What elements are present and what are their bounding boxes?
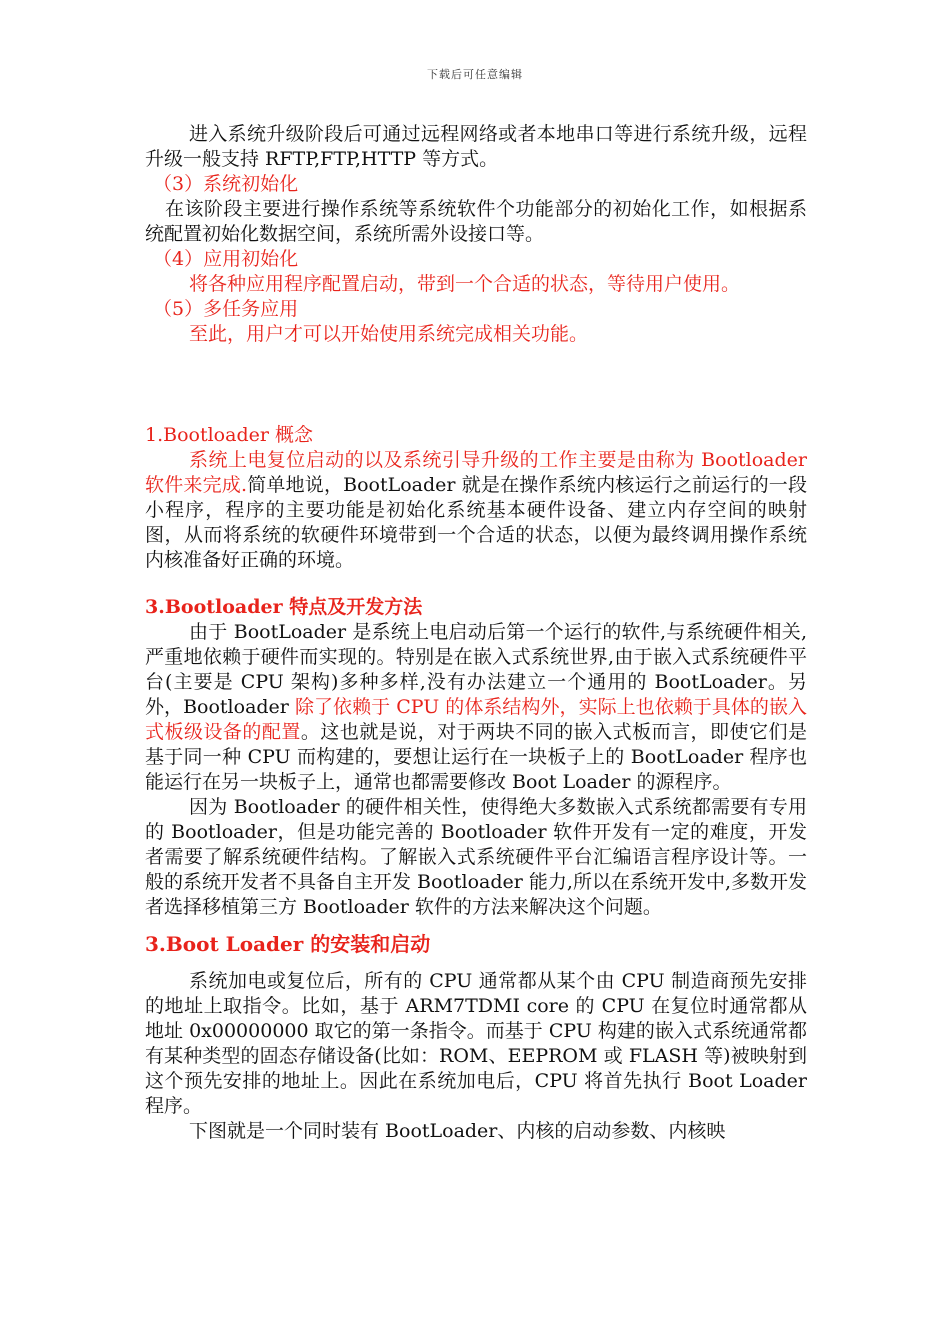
spacer: [145, 920, 807, 932]
paragraph-features-1: [145, 620, 807, 795]
paragraph-multitask: 至此，用户才可以开始使用系统完成相关功能。: [189, 323, 589, 345]
paragraph-upgrade: 进入系统升级阶段后可通过远程网络或者本地串口等进行系统升级，远程升级一般支持 RFTP,FTP,HTTP 等方式。: [145, 123, 807, 170]
paragraph-app-init: 将各种应用程序配置启动，带到一个合适的状态，等待用户使用。: [189, 273, 741, 295]
paragraph-install-2: 下图就是一个同时装有 BootLoader、内核的启动参数、内核映: [189, 1120, 726, 1142]
heading-app-init: （4）应用初始化: [153, 248, 299, 270]
spacer: [145, 957, 807, 969]
page-header: 下载后可任意编辑: [427, 68, 523, 81]
paragraph-install-1: 系统加电或复位后，所有的 CPU 通常都从某个由 CPU 制造商预先安排的地址上取指令。比如，基于 ARM7TDMI core 的 CPU 在复位时通常都从地址 0x00000000 取它的第一条指令。而基于 CPU 构建的嵌入式系统通常都有某种类型的固态存储设备(比如：ROM、EEPROM 或 FLASH 等)被映射到这个预先安排的地址上。因此在系统加电后，CPU 将首先执行 Boot Loader 程序。: [145, 970, 807, 1117]
paragraph-system-init: 在该阶段主要进行操作系统等系统软件个功能部分的初始化工作，如根据系统配置初始化数据空间，系统所需外设接口等。: [145, 198, 807, 245]
section-title-bootloader-concept: 1.Bootloader 概念: [145, 424, 313, 446]
section-title-install-boot: 3.Boot Loader 的安装和启动: [145, 932, 431, 956]
body-text: 。这也就是说，对于两块不同的嵌入式板而言，即使它们是基于同一种 CPU 而构建的，要想让运行在一块板子上的 BootLoader 程序也能运行在另一块板子上，通常也都需要修改 Boot Loader 的源程序。: [145, 721, 807, 793]
body-text: 由于 BootLoader 是系统上电启动后第一个运行的软件,与系统硬件相关,严重地依赖于硬件而实现的。特别是在嵌入式系统世界,由于嵌入式系统硬件平台(主要是 CPU 架构)多种多样,没有办法建立一个通用的 BootLoader。另外，Bootloader: [145, 621, 807, 718]
heading-system-init: （3）系统初始化: [153, 173, 299, 195]
highlight-text: 系统上电复位启动的以及系统引导升级的工作主要是由称为 Bootloader 软件来完成.: [145, 449, 807, 496]
paragraph-bootloader-concept: [145, 448, 807, 573]
paragraph-features-2: 因为 Bootloader 的硬件相关性，使得绝大多数嵌入式系统都需要有专用的 Bootloader，但是功能完善的 Bootloader 软件开发有一定的难度，开发者需要了解系统硬件结构。了解嵌入式系统硬件平台汇编语言程序设计等。一般的系统开发者不具备自主开发 Bootloader 能力,所以在系统开发中,多数开发者选择移植第三方 Bootloader 软件的方法来解决这个问题。: [145, 796, 807, 918]
spacer: [145, 347, 807, 423]
highlight-text: 除了依赖于 CPU 的体系结构外，实际上也依赖于具体的嵌入式板级设备的配置: [145, 696, 807, 743]
heading-multitask: （5）多任务应用: [153, 298, 299, 320]
section-title-features: 3.Bootloader 特点及开发方法: [145, 596, 423, 618]
document-body: [145, 122, 807, 1144]
spacer: [145, 573, 807, 595]
body-text: 简单地说，BootLoader 就是在操作系统内核运行之前运行的一段小程序，程序的主要功能是初始化系统基本硬件设备、建立内存空间的映射图，从而将系统的软硬件环境带到一个合适的状态，以便为最终调用操作系统内核准备好正确的环境。: [145, 474, 807, 571]
